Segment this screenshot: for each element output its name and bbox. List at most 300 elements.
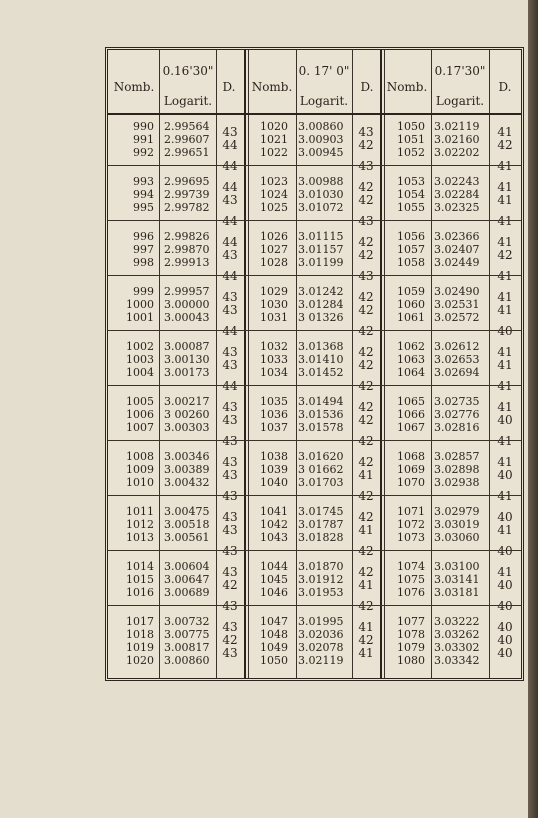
logarithm-cell: 3.00087 bbox=[164, 340, 210, 353]
difference-cell: 43 bbox=[222, 290, 238, 304]
logarithm-cell: 3.01494 bbox=[298, 395, 344, 408]
logarithm-cell: 3.02572 bbox=[434, 311, 480, 324]
nomb-cell: 1055 bbox=[397, 201, 425, 214]
difference-cell: 44 bbox=[222, 235, 238, 249]
difference-cell: 41 bbox=[497, 345, 513, 359]
difference-cell: 43 bbox=[222, 523, 238, 537]
logarithm-cell: 3.01787 bbox=[298, 518, 344, 531]
nomb-cell: 1019 bbox=[126, 641, 154, 654]
difference-cell: 42 bbox=[358, 510, 374, 524]
logarithm-cell: 3.02776 bbox=[434, 408, 480, 421]
nomb-cell: 1071 bbox=[397, 505, 425, 518]
nomb-cell: 1038 bbox=[260, 450, 288, 463]
difference-cell: 40 bbox=[497, 633, 513, 647]
difference-cell: 42 bbox=[222, 633, 238, 647]
logarithm-cell: 3.03141 bbox=[434, 573, 480, 586]
logarithm-cell: 3.00130 bbox=[164, 353, 210, 366]
logarit-header-1: Logarit. bbox=[163, 94, 213, 108]
section-rule bbox=[244, 50, 246, 678]
nomb-cell: 1004 bbox=[126, 366, 154, 379]
nomb-cell: 1018 bbox=[126, 628, 154, 641]
difference-cell: 41 bbox=[497, 455, 513, 469]
header-rule bbox=[108, 113, 521, 115]
difference-cell: 43 bbox=[222, 413, 238, 427]
nomb-cell: 1035 bbox=[260, 395, 288, 408]
difference-cell: 42 bbox=[358, 324, 374, 338]
logarithm-cell: 3.01410 bbox=[298, 353, 344, 366]
logarithm-cell: 3.03302 bbox=[434, 641, 480, 654]
nomb-cell: 1033 bbox=[260, 353, 288, 366]
difference-cell: 43 bbox=[222, 599, 238, 613]
nomb-cell: 1059 bbox=[397, 285, 425, 298]
difference-cell: 41 bbox=[497, 159, 513, 173]
group-rule bbox=[108, 550, 521, 551]
logarithm-cell: 3.00432 bbox=[164, 476, 210, 489]
logarithm-cell: 3.02694 bbox=[434, 366, 480, 379]
logarithm-cell: 3.01703 bbox=[298, 476, 344, 489]
logarithm-cell: 2.99607 bbox=[164, 133, 210, 146]
difference-cell: 41 bbox=[497, 235, 513, 249]
logarithm-cell: 3.01072 bbox=[298, 201, 344, 214]
nomb-cell: 992 bbox=[133, 146, 154, 159]
nomb-cell: 1078 bbox=[397, 628, 425, 641]
nomb-cell: 1003 bbox=[126, 353, 154, 366]
nomb-cell: 1027 bbox=[260, 243, 288, 256]
nomb-cell: 1074 bbox=[397, 560, 425, 573]
nomb-cell: 1056 bbox=[397, 230, 425, 243]
nomb-cell: 1052 bbox=[397, 146, 425, 159]
nomb-cell: 1058 bbox=[397, 256, 425, 269]
difference-cell: 43 bbox=[222, 646, 238, 660]
difference-cell: 41 bbox=[497, 214, 513, 228]
logarit-header-3: Logarit. bbox=[435, 94, 485, 108]
nomb-cell: 1049 bbox=[260, 641, 288, 654]
nomb-cell: 1050 bbox=[260, 654, 288, 667]
nomb-cell: 1013 bbox=[126, 531, 154, 544]
nomb-cell: 1016 bbox=[126, 586, 154, 599]
nomb-cell: 1079 bbox=[397, 641, 425, 654]
column-rule bbox=[296, 50, 297, 678]
nomb-cell: 1045 bbox=[260, 573, 288, 586]
logarithm-cell: 3.00817 bbox=[164, 641, 210, 654]
difference-cell: 44 bbox=[222, 379, 238, 393]
logarithm-cell: 3.01368 bbox=[298, 340, 344, 353]
diff-header-3: D. bbox=[498, 80, 512, 94]
logarithm-cell: 3.02325 bbox=[434, 201, 480, 214]
nomb-cell: 1064 bbox=[397, 366, 425, 379]
logarithm-cell: 3.00647 bbox=[164, 573, 210, 586]
difference-cell: 43 bbox=[222, 358, 238, 372]
logarithm-cell: 3.01199 bbox=[298, 256, 344, 269]
difference-cell: 42 bbox=[358, 248, 374, 262]
nomb-cell: 1020 bbox=[260, 120, 288, 133]
difference-cell: 43 bbox=[222, 565, 238, 579]
group-rule bbox=[108, 220, 521, 221]
nomb-cell: 1050 bbox=[397, 120, 425, 133]
logarithm-cell: 3.00043 bbox=[164, 311, 210, 324]
nomb-cell: 995 bbox=[133, 201, 154, 214]
difference-cell: 43 bbox=[222, 345, 238, 359]
difference-cell: 40 bbox=[497, 544, 513, 558]
nomb-cell: 997 bbox=[133, 243, 154, 256]
nomb-cell: 998 bbox=[133, 256, 154, 269]
difference-cell: 40 bbox=[497, 468, 513, 482]
logarithm-cell: 3.00389 bbox=[164, 463, 210, 476]
page-edge bbox=[528, 0, 538, 818]
difference-cell: 43 bbox=[222, 455, 238, 469]
nomb-cell: 991 bbox=[133, 133, 154, 146]
logarithm-cell: 2.99826 bbox=[164, 230, 210, 243]
logarithm-cell: 3.02243 bbox=[434, 175, 480, 188]
difference-cell: 41 bbox=[497, 400, 513, 414]
nomb-cell: 1007 bbox=[126, 421, 154, 434]
angle-header-1: 0.16'30" bbox=[162, 64, 214, 78]
difference-cell: 43 bbox=[358, 159, 374, 173]
logarithm-cell: 3.02531 bbox=[434, 298, 480, 311]
difference-cell: 40 bbox=[497, 646, 513, 660]
difference-cell: 43 bbox=[222, 303, 238, 317]
logarithm-cell: 3.00988 bbox=[298, 175, 344, 188]
logarithm-cell: 3.00475 bbox=[164, 505, 210, 518]
difference-cell: 42 bbox=[358, 434, 374, 448]
logarithm-cell: 3.02160 bbox=[434, 133, 480, 146]
group-rule bbox=[108, 495, 521, 496]
logarithm-cell: 3.00303 bbox=[164, 421, 210, 434]
difference-cell: 41 bbox=[358, 578, 374, 592]
difference-cell: 43 bbox=[358, 214, 374, 228]
difference-cell: 42 bbox=[222, 578, 238, 592]
nomb-cell: 1043 bbox=[260, 531, 288, 544]
nomb-cell: 1023 bbox=[260, 175, 288, 188]
logarithm-cell: 3.03342 bbox=[434, 654, 480, 667]
logarithm-cell: 3.01284 bbox=[298, 298, 344, 311]
nomb-cell: 1040 bbox=[260, 476, 288, 489]
logarithm-cell: 3.01242 bbox=[298, 285, 344, 298]
nomb-cell: 1036 bbox=[260, 408, 288, 421]
difference-cell: 41 bbox=[497, 193, 513, 207]
logarithm-cell: 3.00860 bbox=[298, 120, 344, 133]
nomb-cell: 1063 bbox=[397, 353, 425, 366]
nomb-cell: 1051 bbox=[397, 133, 425, 146]
logarithm-cell: 2.99695 bbox=[164, 175, 210, 188]
logarithm-cell: 3.01578 bbox=[298, 421, 344, 434]
logarithm-cell: 3.00604 bbox=[164, 560, 210, 573]
nomb-cell: 1077 bbox=[397, 615, 425, 628]
logarithm-cell: 2.99739 bbox=[164, 188, 210, 201]
difference-cell: 41 bbox=[497, 489, 513, 503]
logarithm-cell: 3.02490 bbox=[434, 285, 480, 298]
difference-cell: 41 bbox=[358, 646, 374, 660]
nomb-cell: 1072 bbox=[397, 518, 425, 531]
difference-cell: 42 bbox=[358, 599, 374, 613]
nomb-cell: 1046 bbox=[260, 586, 288, 599]
group-rule bbox=[108, 165, 521, 166]
difference-cell: 40 bbox=[497, 620, 513, 634]
difference-cell: 42 bbox=[358, 193, 374, 207]
nomb-cell: 999 bbox=[133, 285, 154, 298]
difference-cell: 41 bbox=[497, 358, 513, 372]
difference-cell: 42 bbox=[358, 413, 374, 427]
difference-cell: 44 bbox=[222, 138, 238, 152]
diff-header-2: D. bbox=[360, 80, 374, 94]
logarithm-cell: 3.02366 bbox=[434, 230, 480, 243]
difference-cell: 43 bbox=[358, 269, 374, 283]
logarithm-cell: 2.99651 bbox=[164, 146, 210, 159]
logarithm-cell: 3.00518 bbox=[164, 518, 210, 531]
nomb-cell: 1068 bbox=[397, 450, 425, 463]
nomb-cell: 1073 bbox=[397, 531, 425, 544]
nomb-cell: 1002 bbox=[126, 340, 154, 353]
difference-cell: 43 bbox=[222, 193, 238, 207]
angle-header-3: 0.17'30" bbox=[434, 64, 486, 78]
nomb-cell: 1067 bbox=[397, 421, 425, 434]
nomb-cell: 1001 bbox=[126, 311, 154, 324]
nomb-cell: 1041 bbox=[260, 505, 288, 518]
difference-cell: 42 bbox=[497, 248, 513, 262]
nomb-cell: 1030 bbox=[260, 298, 288, 311]
logarithm-table bbox=[105, 47, 524, 681]
logarithm-cell: 3.01828 bbox=[298, 531, 344, 544]
logarithm-cell: 2.99913 bbox=[164, 256, 210, 269]
difference-cell: 41 bbox=[497, 303, 513, 317]
logarithm-cell: 3.03019 bbox=[434, 518, 480, 531]
difference-cell: 42 bbox=[358, 633, 374, 647]
logarithm-cell: 3.02449 bbox=[434, 256, 480, 269]
logarithm-cell: 3.00689 bbox=[164, 586, 210, 599]
nomb-cell: 1053 bbox=[397, 175, 425, 188]
nomb-cell: 1057 bbox=[397, 243, 425, 256]
difference-cell: 42 bbox=[358, 235, 374, 249]
nomb-cell: 1047 bbox=[260, 615, 288, 628]
logarithm-cell: 3.03181 bbox=[434, 586, 480, 599]
difference-cell: 40 bbox=[497, 510, 513, 524]
difference-cell: 41 bbox=[358, 468, 374, 482]
logarithm-cell: 3.02407 bbox=[434, 243, 480, 256]
nomb-cell: 1076 bbox=[397, 586, 425, 599]
difference-cell: 41 bbox=[497, 379, 513, 393]
logarithm-cell: 3.01452 bbox=[298, 366, 344, 379]
difference-cell: 42 bbox=[358, 303, 374, 317]
group-rule bbox=[108, 605, 521, 606]
column-rule bbox=[431, 50, 432, 678]
column-rule bbox=[159, 50, 160, 678]
nomb-header-2: Nomb. bbox=[251, 80, 293, 94]
difference-cell: 42 bbox=[358, 455, 374, 469]
nomb-header-3: Nomb. bbox=[386, 80, 428, 94]
angle-header-2: 0. 17' 0" bbox=[298, 64, 350, 78]
nomb-cell: 1026 bbox=[260, 230, 288, 243]
group-rule bbox=[108, 275, 521, 276]
difference-cell: 43 bbox=[222, 125, 238, 139]
logarithm-cell: 2.99957 bbox=[164, 285, 210, 298]
nomb-cell: 1039 bbox=[260, 463, 288, 476]
logarithm-cell: 3.01953 bbox=[298, 586, 344, 599]
nomb-cell: 1015 bbox=[126, 573, 154, 586]
logarithm-cell: 3.00903 bbox=[298, 133, 344, 146]
logarithm-cell: 3.02938 bbox=[434, 476, 480, 489]
nomb-cell: 1034 bbox=[260, 366, 288, 379]
nomb-cell: 1044 bbox=[260, 560, 288, 573]
difference-cell: 43 bbox=[358, 125, 374, 139]
logarithm-cell: 3.02857 bbox=[434, 450, 480, 463]
nomb-cell: 1061 bbox=[397, 311, 425, 324]
nomb-cell: 1008 bbox=[126, 450, 154, 463]
nomb-cell: 1006 bbox=[126, 408, 154, 421]
nomb-cell: 1017 bbox=[126, 615, 154, 628]
nomb-cell: 1042 bbox=[260, 518, 288, 531]
nomb-cell: 1022 bbox=[260, 146, 288, 159]
nomb-cell: 1020 bbox=[126, 654, 154, 667]
nomb-cell: 1000 bbox=[126, 298, 154, 311]
nomb-cell: 1024 bbox=[260, 188, 288, 201]
nomb-cell: 1011 bbox=[126, 505, 154, 518]
difference-cell: 43 bbox=[222, 620, 238, 634]
nomb-cell: 1010 bbox=[126, 476, 154, 489]
logarithm-cell: 3.00732 bbox=[164, 615, 210, 628]
logarithm-cell: 3.01870 bbox=[298, 560, 344, 573]
difference-cell: 41 bbox=[358, 523, 374, 537]
logarithm-cell: 2.99870 bbox=[164, 243, 210, 256]
diff-header-1: D. bbox=[222, 80, 236, 94]
difference-cell: 42 bbox=[358, 138, 374, 152]
logarithm-cell: 3.00945 bbox=[298, 146, 344, 159]
difference-cell: 41 bbox=[497, 269, 513, 283]
nomb-cell: 994 bbox=[133, 188, 154, 201]
difference-cell: 43 bbox=[222, 544, 238, 558]
difference-cell: 40 bbox=[497, 578, 513, 592]
logarithm-cell: 2.99782 bbox=[164, 201, 210, 214]
difference-cell: 42 bbox=[497, 138, 513, 152]
difference-cell: 42 bbox=[358, 565, 374, 579]
logarithm-cell: 3.02078 bbox=[298, 641, 344, 654]
difference-cell: 40 bbox=[497, 324, 513, 338]
difference-cell: 41 bbox=[497, 523, 513, 537]
difference-cell: 41 bbox=[497, 125, 513, 139]
nomb-cell: 993 bbox=[133, 175, 154, 188]
difference-cell: 43 bbox=[222, 400, 238, 414]
logarithm-cell: 2.99564 bbox=[164, 120, 210, 133]
logarithm-cell: 3.00346 bbox=[164, 450, 210, 463]
logarithm-cell: 3.00173 bbox=[164, 366, 210, 379]
logarithm-cell: 3.01912 bbox=[298, 573, 344, 586]
difference-cell: 40 bbox=[497, 599, 513, 613]
nomb-cell: 1021 bbox=[260, 133, 288, 146]
difference-cell: 42 bbox=[358, 400, 374, 414]
difference-cell: 40 bbox=[497, 413, 513, 427]
logarithm-cell: 3.01115 bbox=[298, 230, 344, 243]
nomb-cell: 1025 bbox=[260, 201, 288, 214]
difference-cell: 41 bbox=[497, 180, 513, 194]
logarithm-cell: 3 01662 bbox=[298, 463, 344, 476]
nomb-cell: 1048 bbox=[260, 628, 288, 641]
difference-cell: 43 bbox=[222, 434, 238, 448]
difference-cell: 41 bbox=[358, 620, 374, 634]
logarithm-cell: 3.02036 bbox=[298, 628, 344, 641]
logarithm-cell: 3.02979 bbox=[434, 505, 480, 518]
difference-cell: 42 bbox=[358, 544, 374, 558]
logarithm-cell: 3.01745 bbox=[298, 505, 344, 518]
logarithm-cell: 3.01620 bbox=[298, 450, 344, 463]
logarithm-cell: 3.02735 bbox=[434, 395, 480, 408]
logarithm-cell: 3.01030 bbox=[298, 188, 344, 201]
logarithm-cell: 3.03100 bbox=[434, 560, 480, 573]
difference-cell: 42 bbox=[358, 180, 374, 194]
nomb-cell: 1066 bbox=[397, 408, 425, 421]
logarithm-cell: 3.02816 bbox=[434, 421, 480, 434]
logarithm-cell: 3.00860 bbox=[164, 654, 210, 667]
nomb-cell: 1031 bbox=[260, 311, 288, 324]
nomb-cell: 1075 bbox=[397, 573, 425, 586]
difference-cell: 41 bbox=[497, 434, 513, 448]
difference-cell: 42 bbox=[358, 489, 374, 503]
difference-cell: 43 bbox=[222, 468, 238, 482]
group-rule bbox=[108, 440, 521, 441]
logarithm-cell: 3.00561 bbox=[164, 531, 210, 544]
nomb-cell: 1065 bbox=[397, 395, 425, 408]
logarithm-cell: 3.02898 bbox=[434, 463, 480, 476]
nomb-cell: 1028 bbox=[260, 256, 288, 269]
logarithm-cell: 3.02119 bbox=[434, 120, 480, 133]
nomb-cell: 1037 bbox=[260, 421, 288, 434]
difference-cell: 44 bbox=[222, 180, 238, 194]
nomb-cell: 1032 bbox=[260, 340, 288, 353]
nomb-header-1: Nomb. bbox=[113, 80, 155, 94]
logarithm-cell: 3.02119 bbox=[298, 654, 344, 667]
nomb-cell: 1080 bbox=[397, 654, 425, 667]
difference-cell: 44 bbox=[222, 214, 238, 228]
logarithm-cell: 3.03262 bbox=[434, 628, 480, 641]
logarithm-cell: 3.02284 bbox=[434, 188, 480, 201]
logarit-header-2: Logarit. bbox=[299, 94, 349, 108]
nomb-cell: 1054 bbox=[397, 188, 425, 201]
logarithm-cell: 3.00217 bbox=[164, 395, 210, 408]
nomb-cell: 990 bbox=[133, 120, 154, 133]
nomb-cell: 1012 bbox=[126, 518, 154, 531]
logarithm-cell: 3.01157 bbox=[298, 243, 344, 256]
difference-cell: 44 bbox=[222, 269, 238, 283]
nomb-cell: 1009 bbox=[126, 463, 154, 476]
difference-cell: 44 bbox=[222, 324, 238, 338]
logarithm-cell: 3.03060 bbox=[434, 531, 480, 544]
logarithm-cell: 3 01326 bbox=[298, 311, 344, 324]
logarithm-cell: 3.02653 bbox=[434, 353, 480, 366]
difference-cell: 42 bbox=[358, 379, 374, 393]
nomb-cell: 996 bbox=[133, 230, 154, 243]
difference-cell: 44 bbox=[222, 159, 238, 173]
logarithm-cell: 3.02612 bbox=[434, 340, 480, 353]
difference-cell: 42 bbox=[358, 290, 374, 304]
logarithm-cell: 3.02202 bbox=[434, 146, 480, 159]
nomb-cell: 1005 bbox=[126, 395, 154, 408]
nomb-cell: 1060 bbox=[397, 298, 425, 311]
difference-cell: 43 bbox=[222, 489, 238, 503]
logarithm-cell: 3.03222 bbox=[434, 615, 480, 628]
logarithm-cell: 3.00000 bbox=[164, 298, 210, 311]
group-rule bbox=[108, 330, 521, 331]
nomb-cell: 1014 bbox=[126, 560, 154, 573]
logarithm-cell: 3.01536 bbox=[298, 408, 344, 421]
difference-cell: 41 bbox=[497, 290, 513, 304]
logarithm-cell: 3.00775 bbox=[164, 628, 210, 641]
section-rule bbox=[380, 50, 382, 678]
group-rule bbox=[108, 385, 521, 386]
difference-cell: 42 bbox=[358, 358, 374, 372]
logarithm-cell: 3.01995 bbox=[298, 615, 344, 628]
difference-cell: 41 bbox=[497, 565, 513, 579]
logarithm-cell: 3 00260 bbox=[164, 408, 210, 421]
nomb-cell: 1029 bbox=[260, 285, 288, 298]
difference-cell: 42 bbox=[358, 345, 374, 359]
